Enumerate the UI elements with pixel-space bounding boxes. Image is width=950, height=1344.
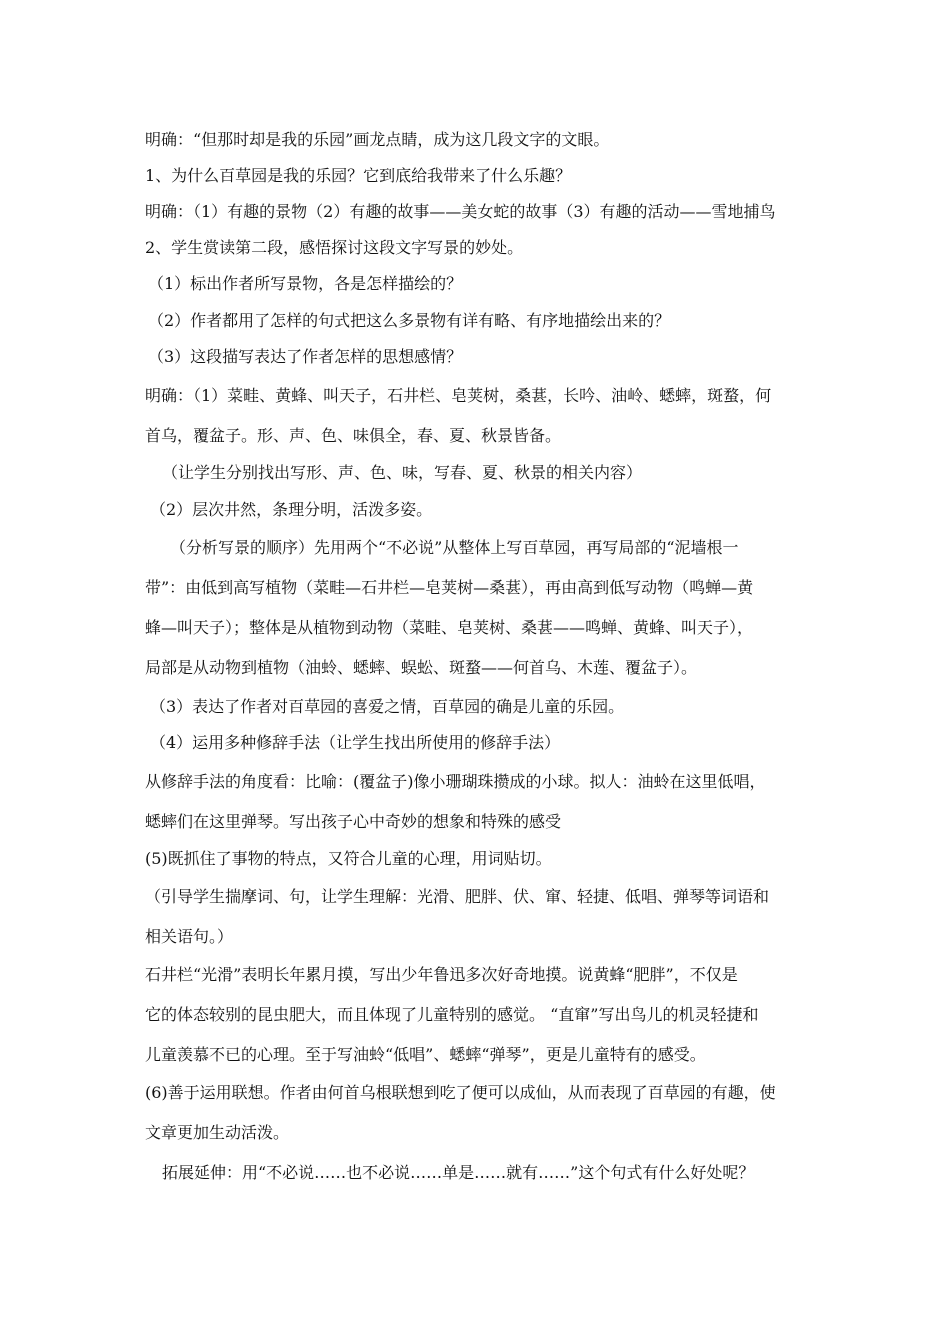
text-line: (5)既抓住了事物的特点，又符合儿童的心理，用词贴切。 [145, 849, 552, 868]
text-line: 1、为什么百草园是我的乐园？它到底给我带来了什么乐趣？ [145, 166, 572, 185]
text-line: 明确：“但那时却是我的乐园”画龙点睛，成为这几段文字的文眼。 [145, 130, 610, 149]
text-line: （让学生分别找出写形、声、色、味，写春、夏、秋景的相关内容） [162, 463, 643, 482]
text-line: （2）层次井然，条理分明，活泼多姿。 [150, 500, 433, 519]
text-line: 明确：（1）有趣的景物（2）有趣的故事——美女蛇的故事（3）有趣的活动——雪地捕鸟 [145, 202, 776, 221]
text-line: （1）标出作者所写景物，各是怎样描绘的？ [148, 274, 463, 293]
text-line: （2）作者都用了怎样的句式把这么多景物有详有略、有序地描绘出来的？ [148, 311, 671, 330]
text-line: (6)善于运用联想。作者由何首乌根联想到吃了便可以成仙，从而表现了百草园的有趣，使 [145, 1083, 776, 1102]
text-line: 儿童羡慕不已的心理。至于写油蛉“低唱”、蟋蟀“弹琴”，更是儿童特有的感受。 [145, 1045, 706, 1064]
text-line: （3）这段描写表达了作者怎样的思想感情？ [148, 347, 463, 366]
text-line: 它的体态较别的昆虫肥大，而且体现了儿童特别的感觉。 “直窜”写出鸟儿的机灵轻捷和 [145, 1005, 759, 1024]
text-line: 从修辞手法的角度看：比喻：(覆盆子)像小珊瑚珠攒成的小球。拟人：油蛉在这里低唱， [145, 772, 766, 791]
text-line: 石井栏“光滑”表明长年累月摸，写出少年鲁迅多次好奇地摸。说黄蜂“肥胖”，不仅是 [145, 965, 738, 984]
text-line: 2、学生赏读第二段，感悟探讨这段文字写景的妙处。 [145, 238, 524, 257]
text-line: 局部是从动物到植物（油蛉、蟋蟀、蜈蚣、斑蝥——何首乌、木莲、覆盆子）。 [145, 658, 698, 677]
text-line: （4）运用多种修辞手法（让学生找出所使用的修辞手法） [150, 733, 561, 752]
text-line: 文章更加生动活泼。 [145, 1123, 290, 1142]
text-line: 蟋蟀们在这里弹琴。写出孩子心中奇妙的想象和特殊的感受 [145, 812, 562, 831]
text-line: （引导学生揣摩词、句，让学生理解：光滑、肥胖、伏、窜、轻捷、低唱、弹琴等词语和 [145, 887, 770, 906]
text-line: 相关语句。） [145, 927, 234, 946]
text-line: 明确：（1）菜畦、黄蜂、叫天子，石井栏、皂荚树，桑葚，长吟、油岭、蟋蟀，斑蝥，何 [145, 386, 772, 405]
text-line: （分析写景的顺序）先用两个“不必说”从整体上写百草园，再写局部的“泥墙根一 [170, 538, 739, 557]
text-line: 带”：由低到高写植物（菜畦—石井栏—皂荚树—桑葚），再由高到低写动物（鸣蝉—黄 [145, 578, 754, 597]
text-line: （3）表达了作者对百草园的喜爱之情，百草园的确是儿童的乐园。 [150, 697, 625, 716]
text-line: 首乌，覆盆子。形、声、色、味俱全，春、夏、秋景皆备。 [145, 426, 562, 445]
text-line: 拓展延伸：用“不必说……也不必说……单是……就有……”这个句式有什么好处呢？ [162, 1163, 755, 1182]
text-line: 蜂—叫天子）；整体是从植物到动物（菜畦、皂荚树、桑葚——鸣蝉、黄蜂、叫天子）， [145, 618, 754, 637]
